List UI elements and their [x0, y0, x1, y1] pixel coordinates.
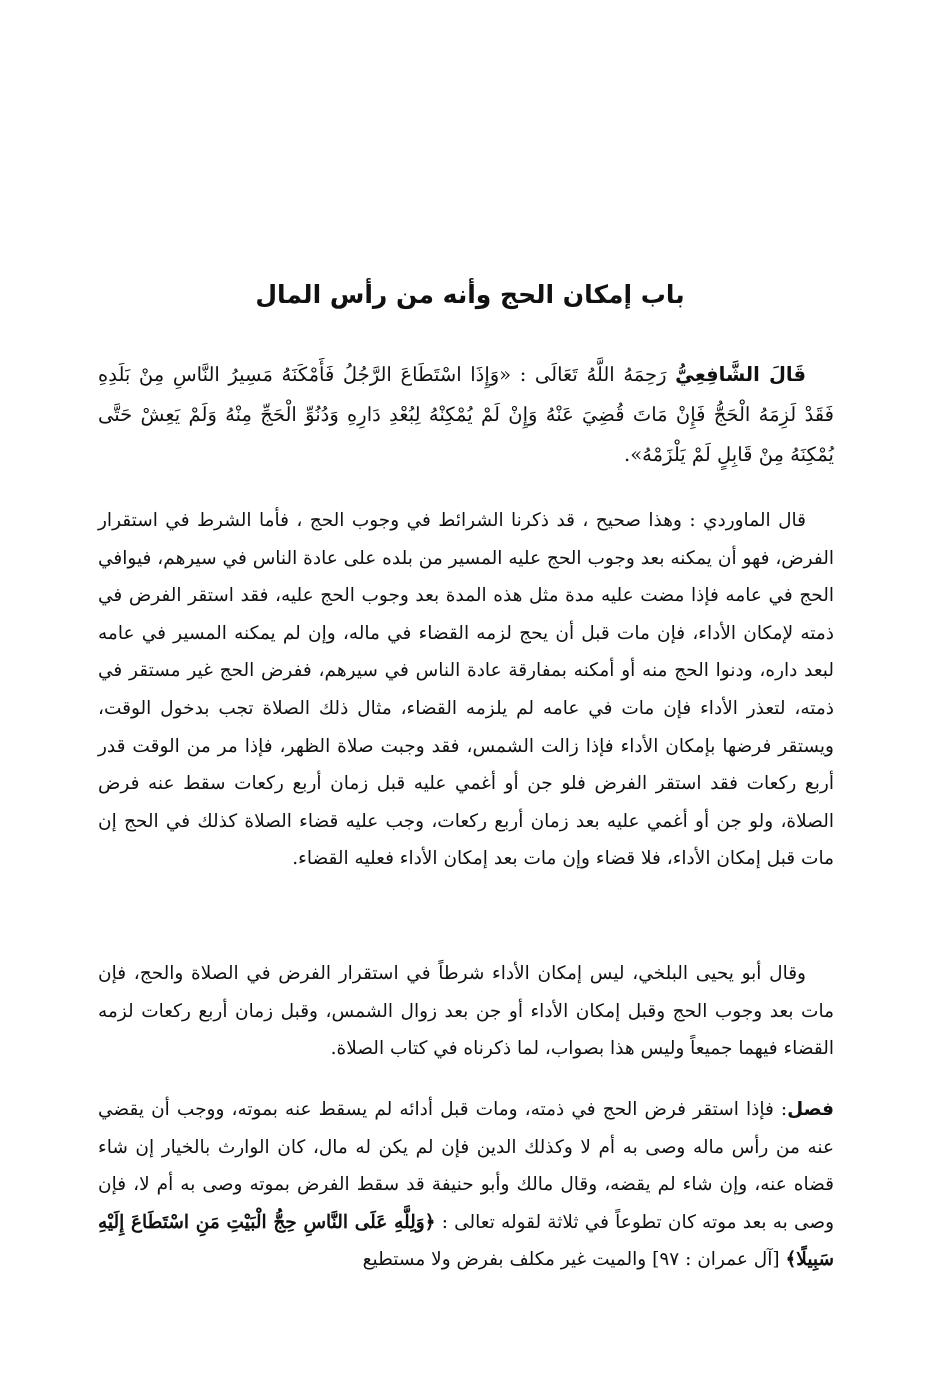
shafii-lead: قَالَ الشَّافِعِيُّ	[675, 363, 806, 386]
chapter-heading: باب إمكان الحج وأنه من رأس المال	[255, 280, 685, 309]
quran-verse: ﴿وَلِلَّهِ عَلَى النَّاسِ حِجُّ الْبَيْتِ مَنِ اسْتَطَاعَ إِلَيْهِ سَبِيلًا﴾	[98, 1211, 834, 1271]
paragraph-fasl	[98, 1091, 834, 1279]
paragraph-mawardi	[98, 502, 834, 878]
shafii-text: رَحِمَهُ اللَّهُ تَعَالَى : «وَإِذَا اسْتَطَاعَ الرَّجُلُ فَأَمْكَنَهُ مَسِيرُ النَّاسِ مِنْ بَلَدِهِ فَقَدْ لَزِمَهُ الْحَجُّ فَإِنْ مَاتَ قُضِيَ عَنْهُ وَإِنْ لَمْ يُمْكِنْهُ لِبُعْدِ دَارِهِ وَدُنُوِّ الْحَجِّ مِنْهُ وَلَمْ يَعِشْ حَتَّى يُمْكِنَهُ مِنْ قَابِلٍ لَمْ يَلْزَمْهُ».	[98, 363, 834, 466]
balkhi-text: وقال أبو يحيى البلخي، ليس إمكان الأداء شرطاً في استقرار الفرض في الصلاة والحج، فإن مات بعد وجوب الحج وقبل إمكان الأداء أو جن بعد زوال الشمس، وقبل زمان أربع ركعات لزمه القضاء فيهما جميعاً وليس هذا بصواب، لما ذكرناه في كتاب الصلاة.	[98, 963, 834, 1060]
fasl-text-2: [آل عمران : ٩٧] والميت غير مكلف بفرض ولا مستطيع	[362, 1249, 786, 1271]
fasl-lead: فصل	[787, 1099, 834, 1120]
fasl-text-1: : فإذا استقر فرض الحج في ذمته، ومات قبل أدائه لم يسقط عنه بموته، ووجب أن يقضي عنه من رأس ماله وصى به أم لا وكذلك الدين فإن لم يكن له مال، كان الوارث بالخيار إن شاء قضاه عنه، وإن شاء لم يقضه، وقال مالك وأبو حنيفة قد سقط الفرض بموته وصى به أم لا، فإن وصى به بعد موته كان تطوعاً في ثلاثة لقوله تعالى :	[98, 1099, 835, 1233]
paragraph-shafii-text	[98, 355, 834, 475]
mawardi-text: قال الماوردي : وهذا صحيح ، قد ذكرنا الشرائط في وجوب الحج ، فأما الشرط في استقرار الفرض، فهو أن يمكنه بعد وجوب الحج عليه المسير من بلده على عادة الناس في سيرهم، فيوافي الحج في عامه فإذا مضت عليه مدة مثل هذه المدة بعد وجوب الحج عليه، فقد استقر الفرض في ذمته لإمكان الأداء، فإن مات قبل أن يحج لزمه القضاء في ماله، وإن لم يمكنه المسير في عامه لبعد داره، ودنوا الحج منه أو أمكنه بمفارقة عادة الناس في سيرهم، ففرض الحج غير مستقر في ذمته، لتعذر الأداء فإن مات في عامه لم يلزمه القضاء، مثال ذلك الصلاة تجب بدخول الوقت، ويستقر فرضها بإمكان الأداء فإذا زالت الشمس، فقد وجبت صلاة الظهر، فإذا مر من الوقت قدر أربع ركعات فقد استقر الفرض فلو جن أو أغمي عليه قبل زمان أربع ركعات سقط عنه فرض الصلاة، ولو جن أو أغمي عليه بعد زمان أربع ركعات، وجب عليه قضاء الصلاة كذلك في الحج إن مات قبل إمكان الأداء، فلا قضاء وإن مات بعد إمكان الأداء فعليه القضاء.	[98, 510, 834, 870]
paragraph-balkhi	[98, 955, 834, 1068]
